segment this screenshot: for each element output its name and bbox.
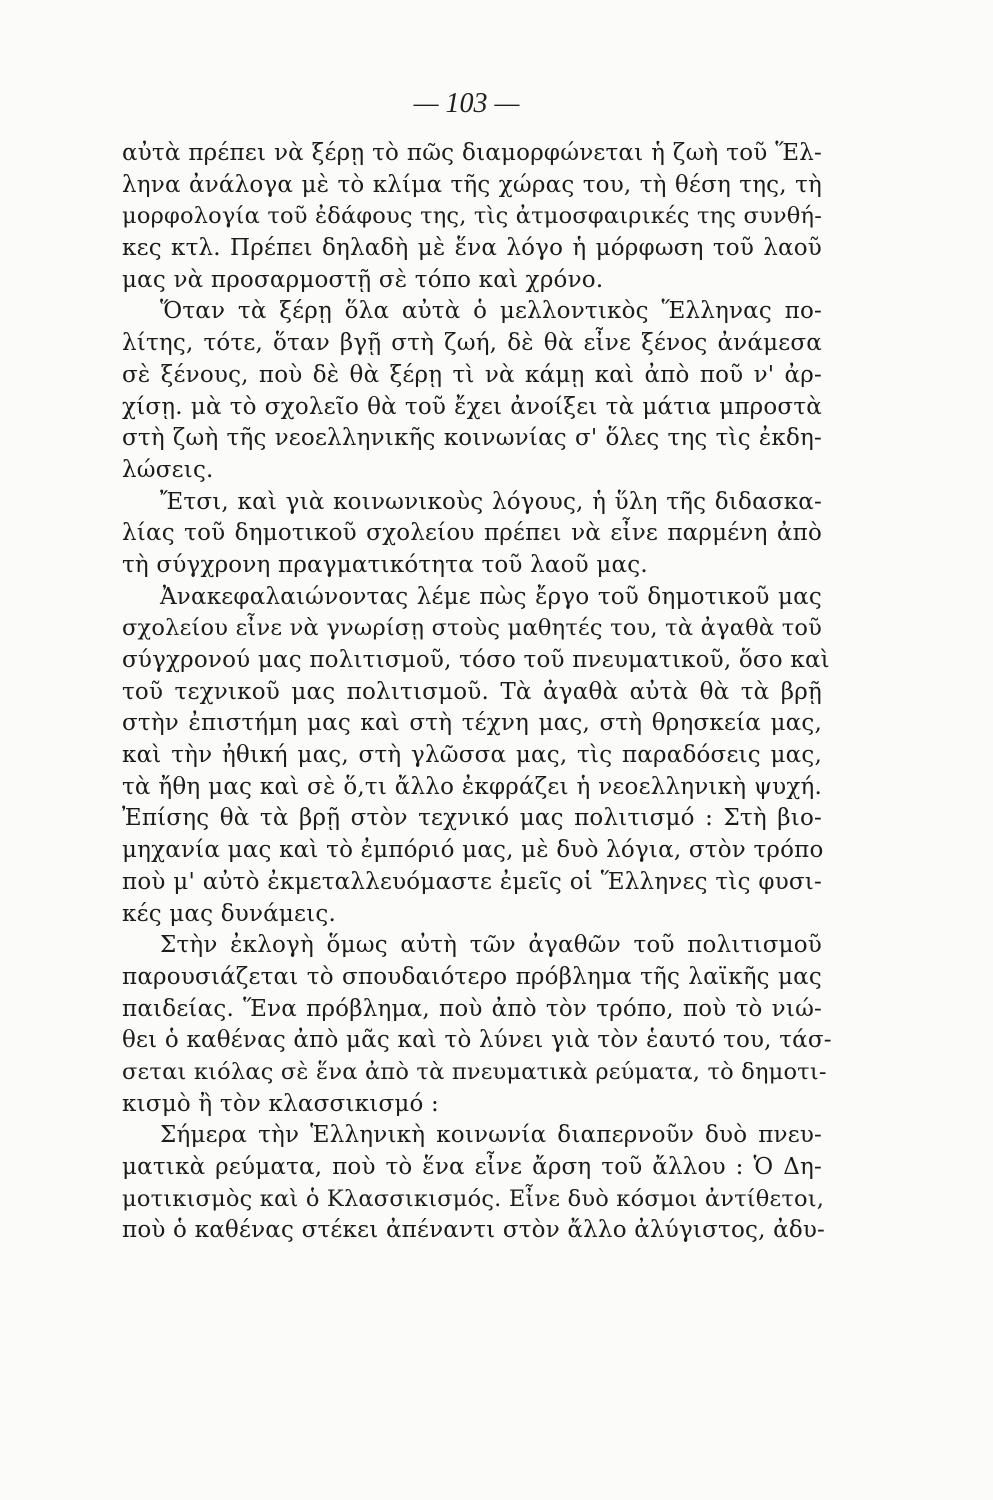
text-line: κές μας δυνάμεις.	[122, 900, 336, 927]
text-line: τοῦ τεχνικοῦ μας πολιτισμοῦ. Τὰ ἀγαθὰ αὐτὰ θὰ τὰ βρῇ	[122, 678, 822, 705]
text-line: στὴ ζωὴ τῆς νεοελληνικῆς κοινωνίας σ' ὅλες της τὶς ἐκδη-	[122, 425, 822, 452]
text-line: λίας τοῦ δημοτικοῦ σχολείου πρέπει νὰ εἶνε παρμένη ἀπὸ	[122, 520, 822, 547]
text-line: καὶ τὴν ἠθική μας, στὴ γλῶσσα μας, τὶς παραδόσεις μας,	[122, 742, 822, 769]
text-line: σύγχρονού μας πολιτισμοῦ, τόσο τοῦ πνευματικοῦ, ὅσο καὶ	[122, 647, 830, 673]
text-line: Ἔτσι, καὶ γιὰ κοινωνικοὺς λόγους, ἡ ὕλη τῆς διδασκα-	[160, 488, 822, 515]
text-line: λίτης, τότε, ὅταν βγῇ στὴ ζωή, δὲ θὰ εἶνε ξένος ἀνάμεσα	[122, 330, 822, 357]
text-line: σεται κιόλας σὲ ἕνα ἀπὸ τὰ πνευματικὰ ρεύματα, τὸ δημοτι-	[122, 1058, 827, 1085]
text-line: ληνα ἀνάλογα μὲ τὸ κλίμα τῆς χώρας του, τὴ θέση της, τὴ	[122, 171, 822, 198]
text-line: τὴ σύγχρονη πραγματικότητα τοῦ λαοῦ μας.	[122, 551, 648, 578]
text-line: μας νὰ προσαρμοστῇ σὲ τόπο καὶ χρόνο.	[122, 266, 604, 293]
page-number: — 103 —	[413, 88, 520, 119]
text-line: Σήμερα τὴν Ἑλληνικὴ κοινωνία διαπερνοῦν δυὸ πνευ-	[160, 1122, 822, 1149]
text-line: στὴν ἐπιστήμη μας καὶ στὴ τέχνη μας, στὴ θρησκεία μας,	[122, 710, 822, 737]
text-line: σχολείου εἶνε νὰ γνωρίσῃ στοὺς μαθητές του, τὰ ἀγαθὰ τοῦ	[122, 615, 822, 642]
text-line: κισμὸ ἢ τὸν κλασσικισμό :	[122, 1090, 440, 1117]
text-line: σὲ ξένους, ποὺ δὲ θὰ ξέρῃ τὶ νὰ κάμῃ καὶ ἀπὸ ποῦ ν' ἀρ-	[122, 361, 822, 388]
text-line: Στὴν ἐκλογὴ ὅμως αὐτὴ τῶν ἀγαθῶν τοῦ πολιτισμοῦ	[160, 932, 822, 959]
text-line: χίσῃ. μὰ τὸ σχολεῖο θὰ τοῦ ἔχει ἀνοίξει τὰ μάτια μπροστὰ	[122, 393, 822, 420]
text-line: αὐτὰ πρέπει νὰ ξέρῃ τὸ πῶς διαμορφώνεται ἡ ζωὴ τοῦ Ἕλ-	[122, 140, 822, 166]
text-line: θει ὁ καθένας ἀπὸ μᾶς καὶ τὸ λύνει γιὰ τὸν ἑαυτό του, τάσ-	[122, 1027, 832, 1054]
text-line: μηχανία μας καὶ τὸ ἐμπόριό μας, μὲ δυὸ λόγια, στὸν τρόπο	[122, 837, 824, 864]
body-text	[122, 138, 832, 1247]
text-line: μοτικισμὸς καὶ ὁ Κλασσικισμός. Εἶνε δυὸ κόσμοι ἀντίθετοι,	[122, 1185, 825, 1212]
text-line: κες κτλ. Πρέπει δηλαδὴ μὲ ἕνα λόγο ἡ μόρφωση τοῦ λαοῦ	[122, 235, 822, 262]
text-line: ποὺ μ' αὐτὸ ἐκμεταλλευόμαστε ἐμεῖς οἱ Ἕλληνες τὶς φυσι-	[122, 868, 822, 895]
text-line: ματικὰ ρεύματα, ποὺ τὸ ἕνα εἶνε ἄρση τοῦ ἄλλου : Ὁ Δη-	[122, 1154, 822, 1180]
text-line: παιδείας. Ἕνα πρόβλημα, ποὺ ἀπὸ τὸν τρόπο, ποὺ τὸ νιώ-	[122, 995, 822, 1022]
text-line: ποὺ ὁ καθένας στέκει ἀπέναντι στὸν ἄλλο ἀλύγιστος, ἀδυ-	[122, 1217, 826, 1244]
text-line: μορφολογία τοῦ ἐδάφους της, τὶς ἀτμοσφαιρικές της συνθή-	[122, 203, 823, 230]
text-line: Ὅταν τὰ ξέρῃ ὅλα αὐτὰ ὁ μελλοντικὸς Ἕλληνας πο-	[160, 298, 822, 325]
text-line: παρουσιάζεται τὸ σπουδαιότερο πρόβλημα τῆς λαϊκῆς μας	[122, 963, 822, 990]
text-line: Ἀνακεφαλαιώνοντας λέμε πὼς ἔργο τοῦ δημοτικοῦ μας	[160, 583, 822, 610]
text-line: λώσεις.	[122, 456, 214, 483]
text-line: Ἐπίσης θὰ τὰ βρῇ στὸν τεχνικό μας πολιτισμό : Στὴ βιο-	[122, 805, 822, 832]
text-line: τὰ ἤθη μας καὶ σὲ ὅ,τι ἄλλο ἐκφράζει ἡ νεοελληνικὴ ψυχή.	[122, 773, 822, 800]
